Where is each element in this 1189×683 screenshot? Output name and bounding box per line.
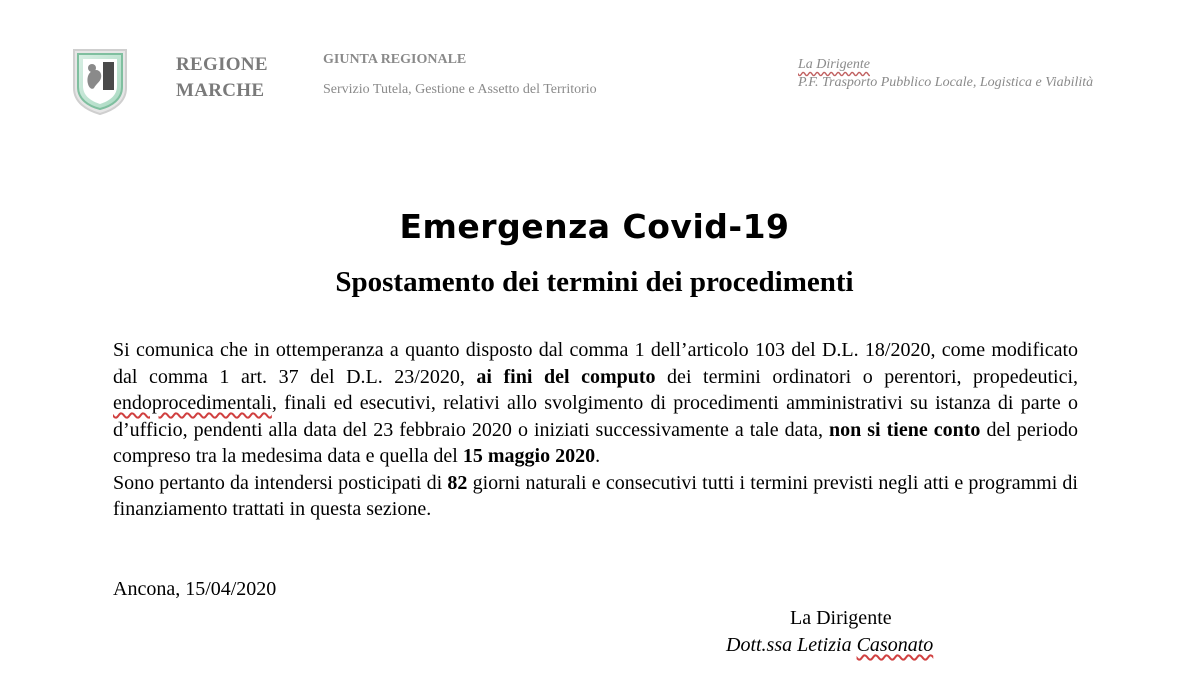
p2-text-1: Sono pertanto da intendersi posticipati di <box>113 471 448 494</box>
document-body <box>113 337 1078 523</box>
p1-bold-computo: ai fini del computo <box>476 365 656 388</box>
document-title: Emergenza Covid-19 <box>399 207 790 246</box>
signature-title: La Dirigente <box>790 607 892 629</box>
p1-bold-non-conto: non si tiene conto <box>828 418 981 441</box>
p1-text-4: del periodo compreso tra la medesima data e quella del <box>113 418 1079 467</box>
giunta-label: GIUNTA REGIONALE <box>323 52 467 67</box>
body-paragraph-2 <box>113 470 1078 523</box>
signature-surname: Casonato <box>856 634 934 656</box>
letterhead <box>0 0 1189 130</box>
p2-text-2: giorni naturali e consecutivi tutti i termini previsti negli atti e programmi di finanziamento trattati in questa sezione. <box>113 471 1078 520</box>
p1-bold-date: 15 maggio 2020 <box>462 445 596 467</box>
body-paragraph-1 <box>113 337 1078 470</box>
p1-spellcheck-word: endoprocedimentali <box>113 392 272 414</box>
p1-text-1: Si comunica che in ottemperanza a quanto disposto dal comma 1 dell’articolo 103 del D.L. 18/2020, come modificato dal comma 1 art. 37 del D.L. 23/2020, <box>113 339 1078 388</box>
region-name-line2: MARCHE <box>176 80 265 101</box>
signature-name-prefix: Dott.ssa Letizia <box>726 634 857 656</box>
region-name-line1: REGIONE <box>176 54 268 75</box>
servizio-label: Servizio Tutela, Gestione e Assetto del Territorio <box>323 82 597 97</box>
place-date: Ancona, 15/04/2020 <box>113 578 277 600</box>
header-dirigente-label: La Dirigente <box>798 57 870 72</box>
p1-text-5: . <box>595 445 601 467</box>
p1-text-3: , finali ed esecutivi, relativi allo svolgimento di procedimenti amministrativi su istanza di parte o d’ufficio, pendenti alla data del 23 febbraio 2020 o iniziati successivamente a tale data, <box>113 392 1078 441</box>
document-subtitle: Spostamento dei termini dei procedimenti <box>335 266 854 298</box>
header-pf-line: P.F. Trasporto Pubblico Locale, Logistica e Viabilità <box>798 75 1094 90</box>
signature-name <box>726 634 933 657</box>
p1-text-2: dei termini ordinatori o perentori, propedeutici, <box>655 365 1079 388</box>
regione-marche-emblem-icon <box>70 46 130 116</box>
region-name <box>176 52 268 104</box>
p2-bold-days: 82 <box>447 471 468 494</box>
